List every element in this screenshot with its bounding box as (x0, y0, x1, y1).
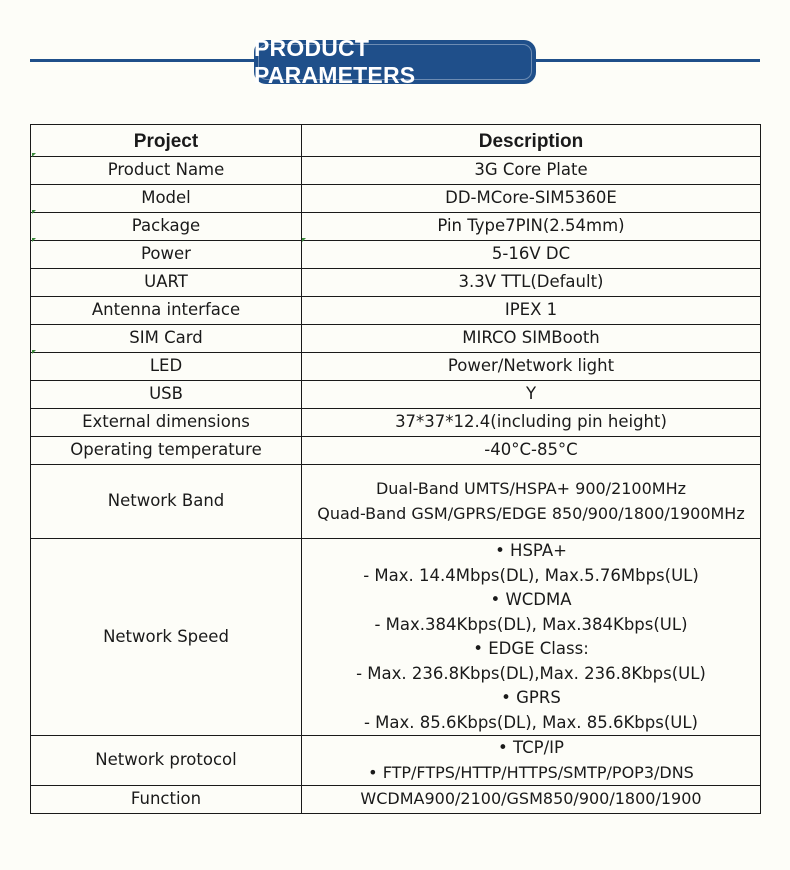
table-row (31, 409, 761, 437)
description-line: - Max. 85.6Kbps(DL), Max. 85.6Kbps(UL) (363, 712, 698, 732)
table-header-row (31, 125, 761, 157)
description-line: - Max. 236.8Kbps(DL),Max. 236.8Kbps(UL) (356, 663, 706, 683)
table-row (31, 241, 761, 269)
header-banner (254, 35, 536, 88)
description-line: DD-MCore-SIM5360E (445, 188, 617, 208)
description-line: • HSPA+ (495, 541, 567, 560)
project-cell: Model (31, 185, 302, 213)
page-title: PRODUCT PARAMETERS (254, 35, 416, 88)
project-cell: Antenna interface (31, 297, 302, 325)
description-cell (302, 437, 761, 465)
cell-corner-marker (32, 153, 36, 157)
project-cell: Product Name (31, 157, 302, 185)
description-line: • GPRS (501, 688, 561, 707)
table-row (31, 297, 761, 325)
table-row (31, 381, 761, 409)
description-line: - Max.384Kbps(DL), Max.384Kbps(UL) (374, 614, 688, 634)
description-line: • FTP/FTPS/HTTP/HTTPS/SMTP/POP3/DNS (368, 762, 694, 782)
description-line: 5-16V DC (491, 244, 571, 264)
table-row (31, 465, 761, 539)
description-line: Dual-Band UMTS/HSPA+ 900/2100MHz (375, 479, 687, 498)
description-line: 3.3V TTL(Default) (458, 272, 604, 292)
table-row (31, 213, 761, 241)
description-line: • WCDMA (490, 590, 572, 609)
description-line: • EDGE Class: (473, 639, 589, 658)
header-rule-right (534, 59, 760, 62)
description-cell (302, 241, 761, 269)
project-cell: USB (31, 381, 302, 409)
table-row (31, 736, 761, 786)
table-row (31, 353, 761, 381)
description-line: Power/Network light (447, 356, 615, 376)
description-cell (302, 269, 761, 297)
cell-corner-marker (302, 238, 306, 242)
project-cell: LED (31, 353, 302, 381)
table-row (31, 325, 761, 353)
description-line: - Max. 14.4Mbps(DL), Max.5.76Mbps(UL) (363, 565, 699, 585)
table-row (31, 157, 761, 185)
project-cell: Network Band (31, 465, 302, 539)
description-cell (302, 736, 761, 786)
cell-corner-marker (32, 350, 36, 354)
cell-corner-marker (32, 238, 36, 242)
description-cell (302, 185, 761, 213)
description-line: 3G Core Plate (474, 160, 588, 180)
description-cell (302, 786, 761, 814)
description-line: • TCP/IP (498, 738, 564, 757)
description-cell (302, 297, 761, 325)
description-line: -40°C-85°C (484, 440, 578, 460)
column-header-description: Description (302, 125, 761, 157)
header-rule-left (30, 59, 256, 62)
description-cell (302, 157, 761, 185)
table-row (31, 786, 761, 814)
description-line: 37*37*12.4(including pin height) (395, 412, 667, 432)
project-cell: UART (31, 269, 302, 297)
description-line: Y (525, 384, 537, 404)
description-cell (302, 325, 761, 353)
project-cell: SIM Card (31, 325, 302, 353)
description-line: Pin Type7PIN(2.54mm) (437, 216, 625, 236)
description-line: MIRCO SIMBooth (462, 328, 600, 348)
description-cell (302, 381, 761, 409)
project-cell: Power (31, 241, 302, 269)
description-line: IPEX 1 (504, 300, 558, 320)
table-row (31, 539, 761, 736)
project-cell: Network protocol (31, 736, 302, 786)
description-line: WCDMA900/2100/GSM850/900/1800/1900 (360, 789, 702, 809)
description-line: Quad-Band GSM/GPRS/EDGE 850/900/1800/1900MHz (317, 503, 745, 523)
table-row (31, 437, 761, 465)
description-cell (302, 465, 761, 539)
column-header-project: Project (31, 125, 302, 157)
cell-corner-marker (32, 210, 36, 214)
description-cell (302, 213, 761, 241)
description-cell (302, 409, 761, 437)
description-cell (302, 539, 761, 736)
parameters-table (30, 124, 761, 814)
project-cell: Network Speed (31, 539, 302, 736)
description-cell (302, 353, 761, 381)
project-cell: External dimensions (31, 409, 302, 437)
table-row (31, 269, 761, 297)
table-row (31, 185, 761, 213)
project-cell: Package (31, 213, 302, 241)
project-cell: Operating temperature (31, 437, 302, 465)
project-cell: Function (31, 786, 302, 814)
